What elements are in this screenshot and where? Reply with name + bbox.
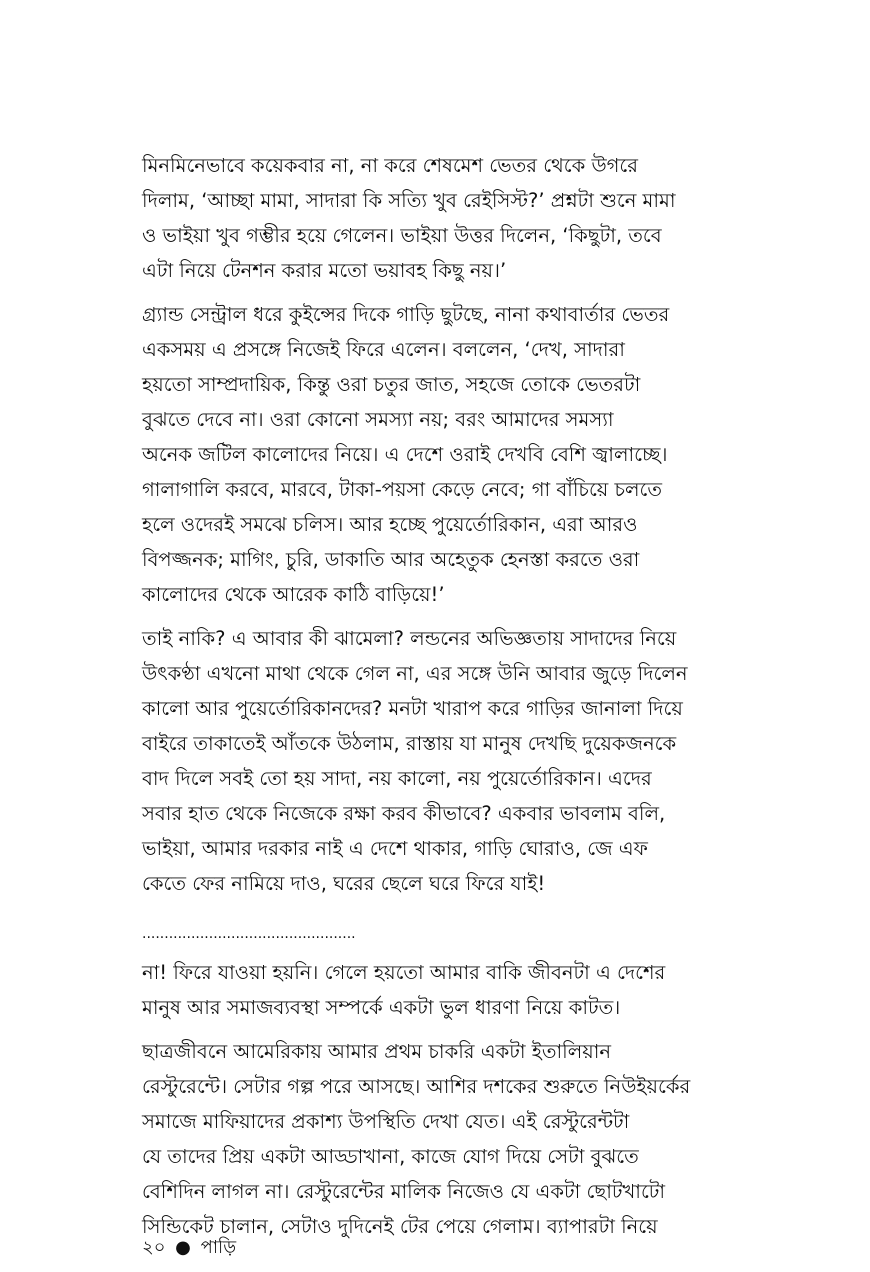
page-number: ২০ [142, 1237, 166, 1258]
paragraph-1: মিনমিনেভাবে কয়েকবার না, না করে শেষমেশ ভেতর থেকে উগরে দিলাম, ‘আচ্ছা মামা, সাদারা কি সত্যি খুব রেইসিস্ট?’ প্রশ্নটা শুনে মামা ও ভাইয়া খুব গম্ভীর হয়ে গেলেন। ভাইয়া উত্তর দিলেন, ‘কিছুটা, তবে এটা নিয়ে টেনশন করার মতো ভয়াবহ কিছু নয়।’ [142, 154, 676, 282]
paragraph-5: ছাত্রজীবনে আমেরিকায় আমার প্রথম চাকরি একটা ইতালিয়ান রেস্টুরেন্টে। সেটার গল্প পরে আসছে। আশির দশকের শুরুতে নিউইয়র্কের সমাজে মাফিয়াদের প্রকাশ্য উপস্থিতি দেখা যেত। এই রেস্টুরেন্টটা যে তাদের প্রিয় একটা আড্ডাখানা, কাজে যোগ দিয়ে সেটা বুঝতে বেশিদিন লাগল না। রেস্টুরেন্টের মালিক নিজেও যে একটা ছোটখাটো সিন্ডিকেট চালান, সেটাও দুদিনেই টের পেয়ে গেলাম। ব্যাপারটা নিয়ে [142, 1040, 691, 1238]
page-footer [142, 1236, 236, 1260]
paragraph-4: না! ফিরে যাওয়া হয়নি। গেলে হয়তো আমার বাকি জীবনটা এ দেশের মানুষ আর সমাজব্যবস্থা সম্পর্কে একটা ভুল ধারণা নিয়ে কাটত। [142, 961, 666, 1019]
page-body [142, 148, 730, 1253]
paragraph-3: তাই নাকি? এ আবার কী ঝামেলা? লন্ডনের অভিজ্ঞতায় সাদাদের নিয়ে উৎকণ্ঠা এখনো মাথা থেকে গেল না, এর সঙ্গে উনি আবার জুড়ে দিলেন কালো আর পুয়ের্তোরিকানদের? মনটা খারাপ করে গাড়ির জানালা দিয়ে বাইরে তাকাতেই আঁতকে উঠলাম, রাস্তায় যা মানুষ দেখছি দুয়েকজনকে বাদ দিলে সবই তো হয় সাদা, নয় কালো, নয় পুয়ের্তোরিকান। এদের সবার হাত থেকে নিজেকে রক্ষা করব কীভাবে? একবার ভাবলাম বলি, ভাইয়া, আমার দরকার নাই এ দেশে থাকার, গাড়ি ঘোরাও, জে এফ কেতে ফের নামিয়ে দাও, ঘরের ছেলে ঘরে ফিরে যাই! [142, 627, 688, 895]
book-title: পাড়ি [200, 1237, 237, 1258]
section-divider: ................................................ [142, 926, 356, 942]
bullet-icon: ● [175, 1237, 191, 1258]
paragraph-2: গ্র্যান্ড সেন্ট্রাল ধরে কুইন্সের দিকে গাড়ি ছুটছে, নানা কথাবার্তার ভেতর একসময় এ প্রসঙ্গে নিজেই ফিরে এলেন। বললেন, ‘দেখ, সাদারা হয়তো সাম্প্রদায়িক, কিন্তু ওরা চতুর জাত, সহজে তোকে ভেতরটা বুঝতে দেবে না। ওরা কোনো সমস্যা নয়; বরং আমাদের সমস্যা অনেক জটিল কালোদের নিয়ে। এ দেশে ওরাই দেখবি বেশি জ্বালাচ্ছে। গালাগালি করবে, মারবে, টাকা-পয়সা কেড়ে নেবে; গা বাঁচিয়ে চলতে হলে ওদেরই সমঝে চলিস। আর হচ্ছে পুয়ের্তোরিকান, এরা আরও বিপজ্জনক; মাগিং, চুরি, ডাকাতি আর অহেতুক হেনস্তা করতে ওরা কালোদের থেকে আরেক কাঠি বাড়িয়ে!’ [142, 303, 670, 606]
